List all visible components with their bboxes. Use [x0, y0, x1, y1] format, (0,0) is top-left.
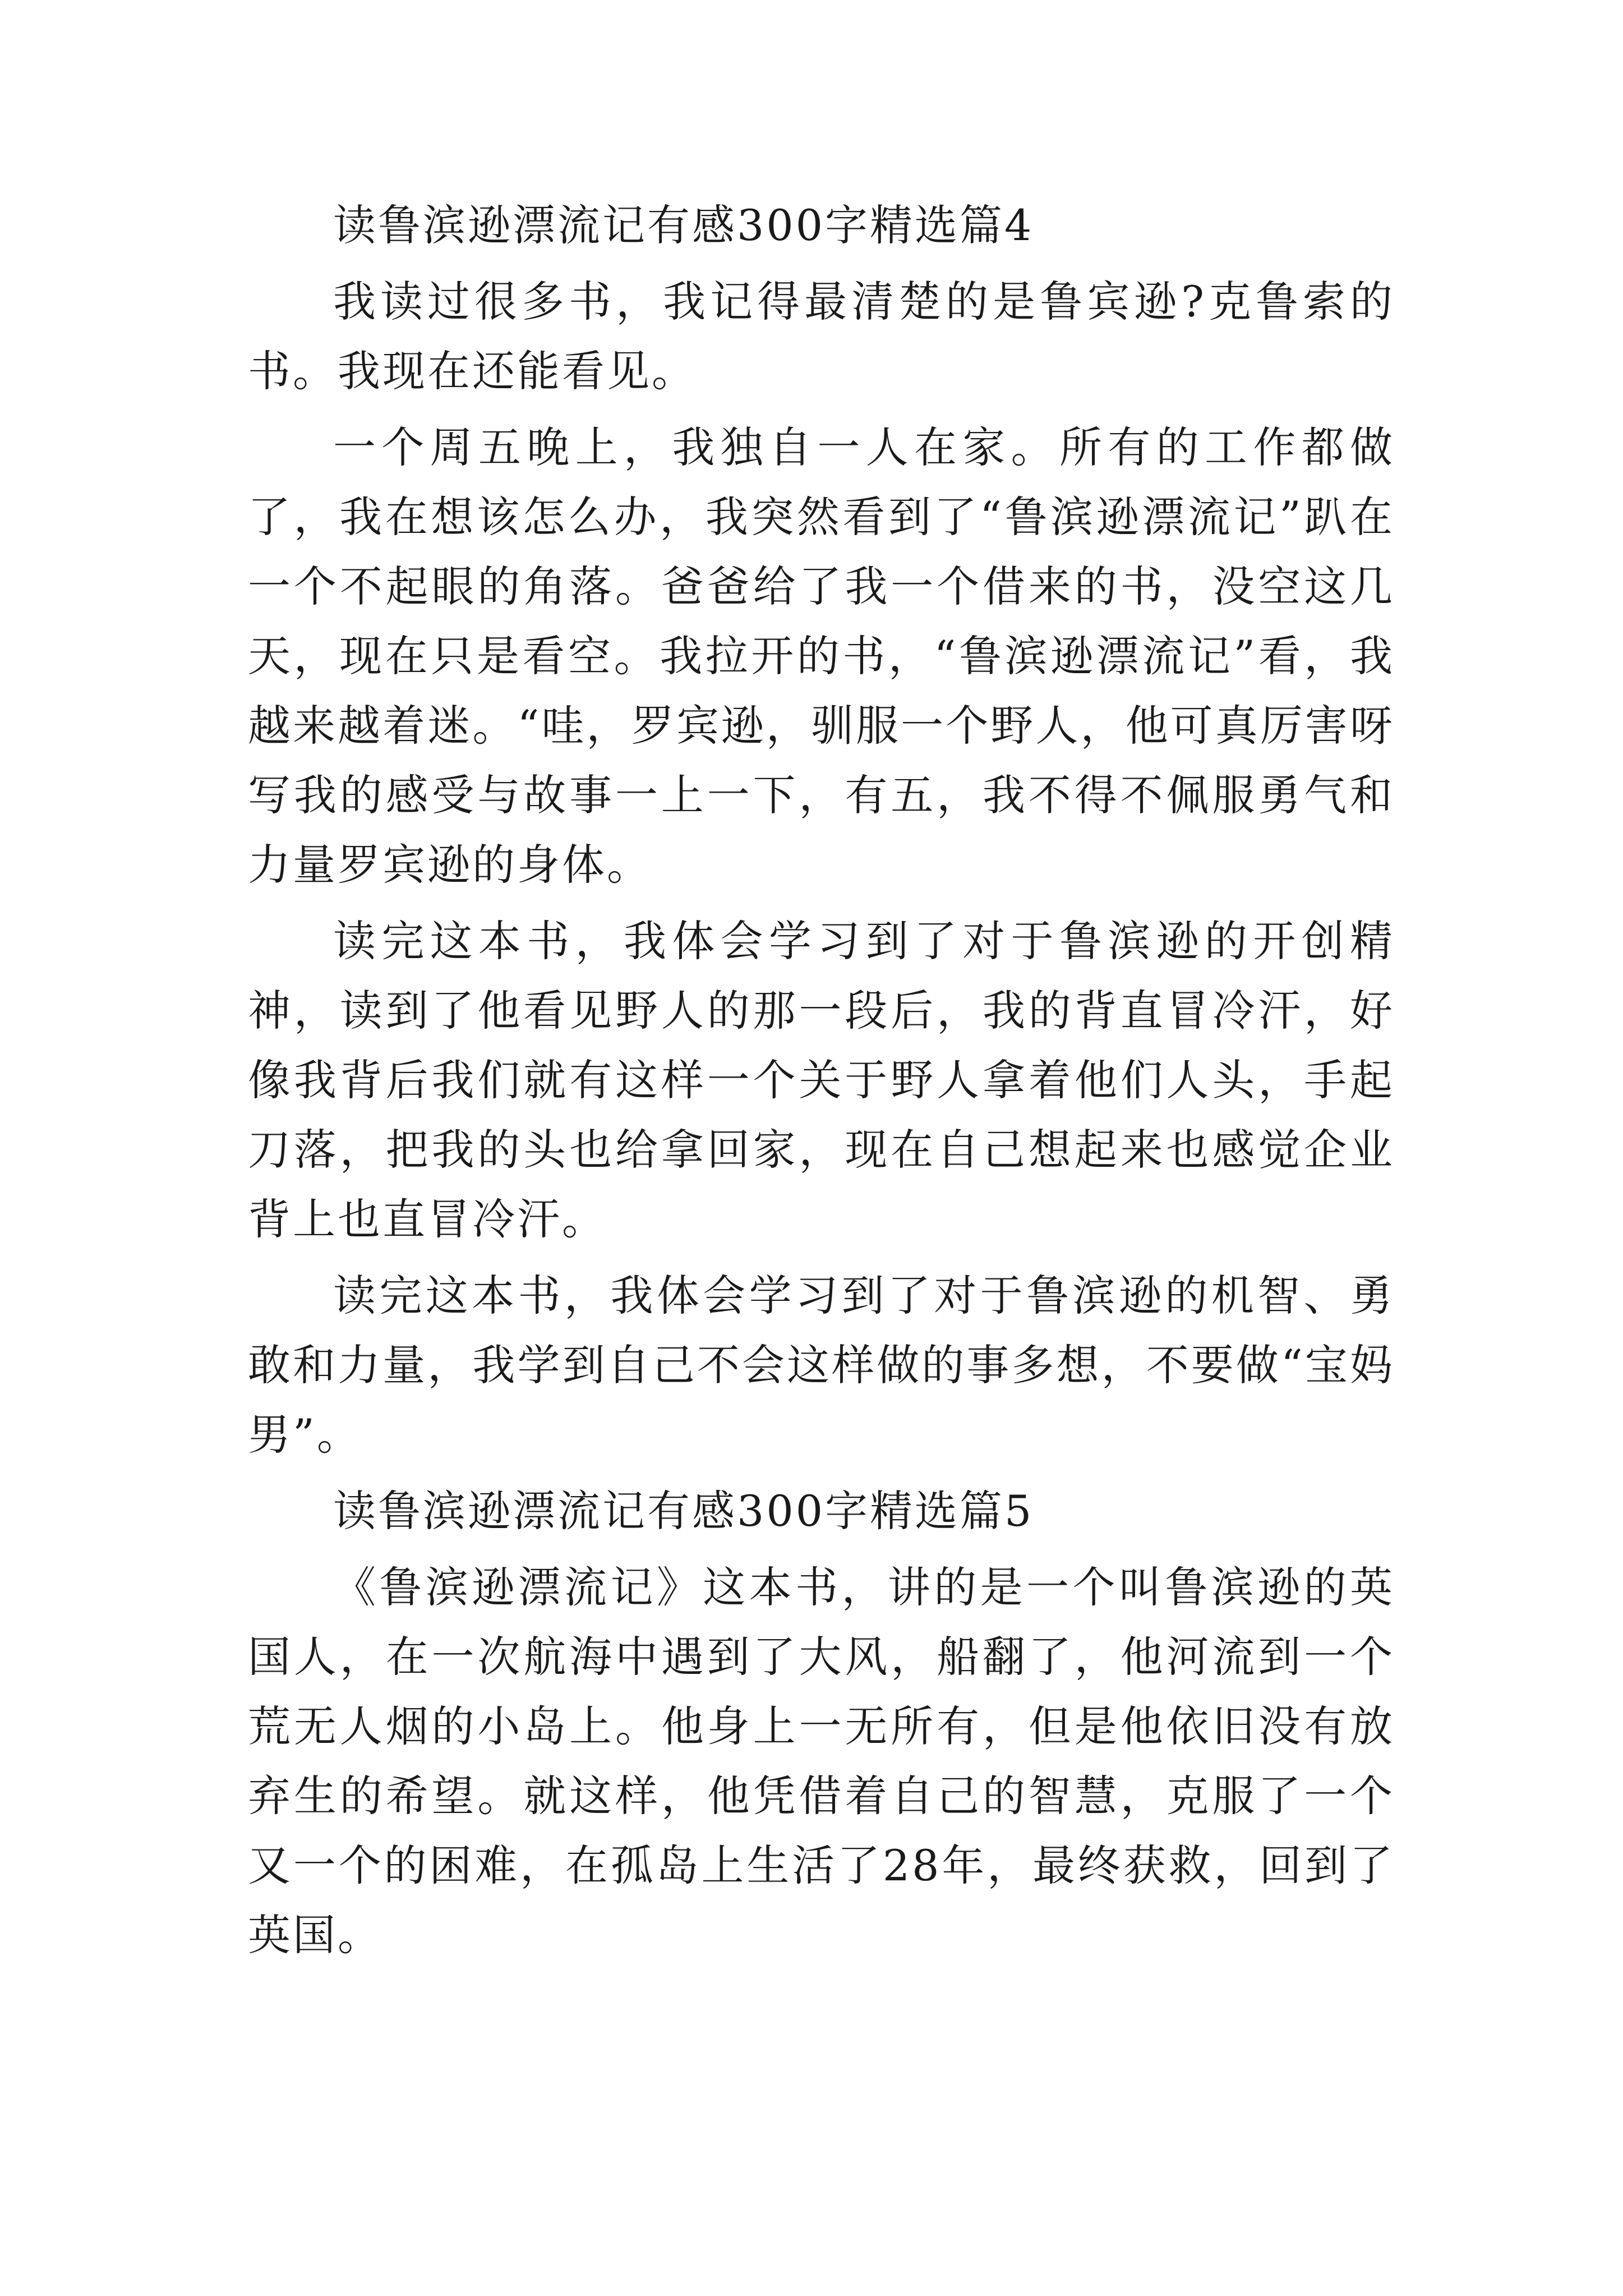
paragraph: 读完这本书，我体会学习到了对于鲁滨逊的机智、勇敢和力量，我学到自己不会这样做的事多想，不要做“宝妈男”。: [248, 1271, 1395, 1460]
paragraph: 一个周五晚上，我独自一人在家。所有的工作都做了，我在想该怎么办，我突然看到了“鲁滨逊漂流记”趴在一个不起眼的角落。爸爸给了我一个借来的书，没空这几天，现在只是看空。我拉开的书，“鲁滨逊漂流记”看，我越来越着迷。“哇，罗宾逊，驯服一个野人，他可真厉害呀写我的感受与故事一上一下，有五，我不得不佩服勇气和力量罗宾逊的身体。: [248, 422, 1395, 890]
paragraph: 我读过很多书，我记得最清楚的是鲁宾逊?克鲁索的书。我现在还能看见。: [248, 277, 1395, 396]
section-heading-4: 读鲁滨逊漂流记有感300字精选篇4: [333, 200, 1034, 250]
paragraph: 读完这本书，我体会学习到了对于鲁滨逊的开创精神，读到了他看见野人的那一段后，我的背直冒冷汗，好像我背后我们就有这样一个关于野人拿着他们人头，手起刀落，把我的头也给拿回家，现在自己想起来也感觉企业背上也直冒冷汗。: [248, 916, 1395, 1244]
section-heading-5: 读鲁滨逊漂流记有感300字精选篇5: [333, 1486, 1034, 1536]
paragraph: 《鲁滨逊漂流记》这本书，讲的是一个叫鲁滨逊的英国人，在一次航海中遇到了大风，船翻了，他河流到一个荒无人烟的小岛上。他身上一无所有，但是他依旧没有放弃生的希望。就这样，他凭借着自己的智慧，克服了一个又一个的困难，在孤岛上生活了28年，最终获救，回到了英国。: [248, 1562, 1395, 1960]
document-body: [248, 191, 1395, 1977]
